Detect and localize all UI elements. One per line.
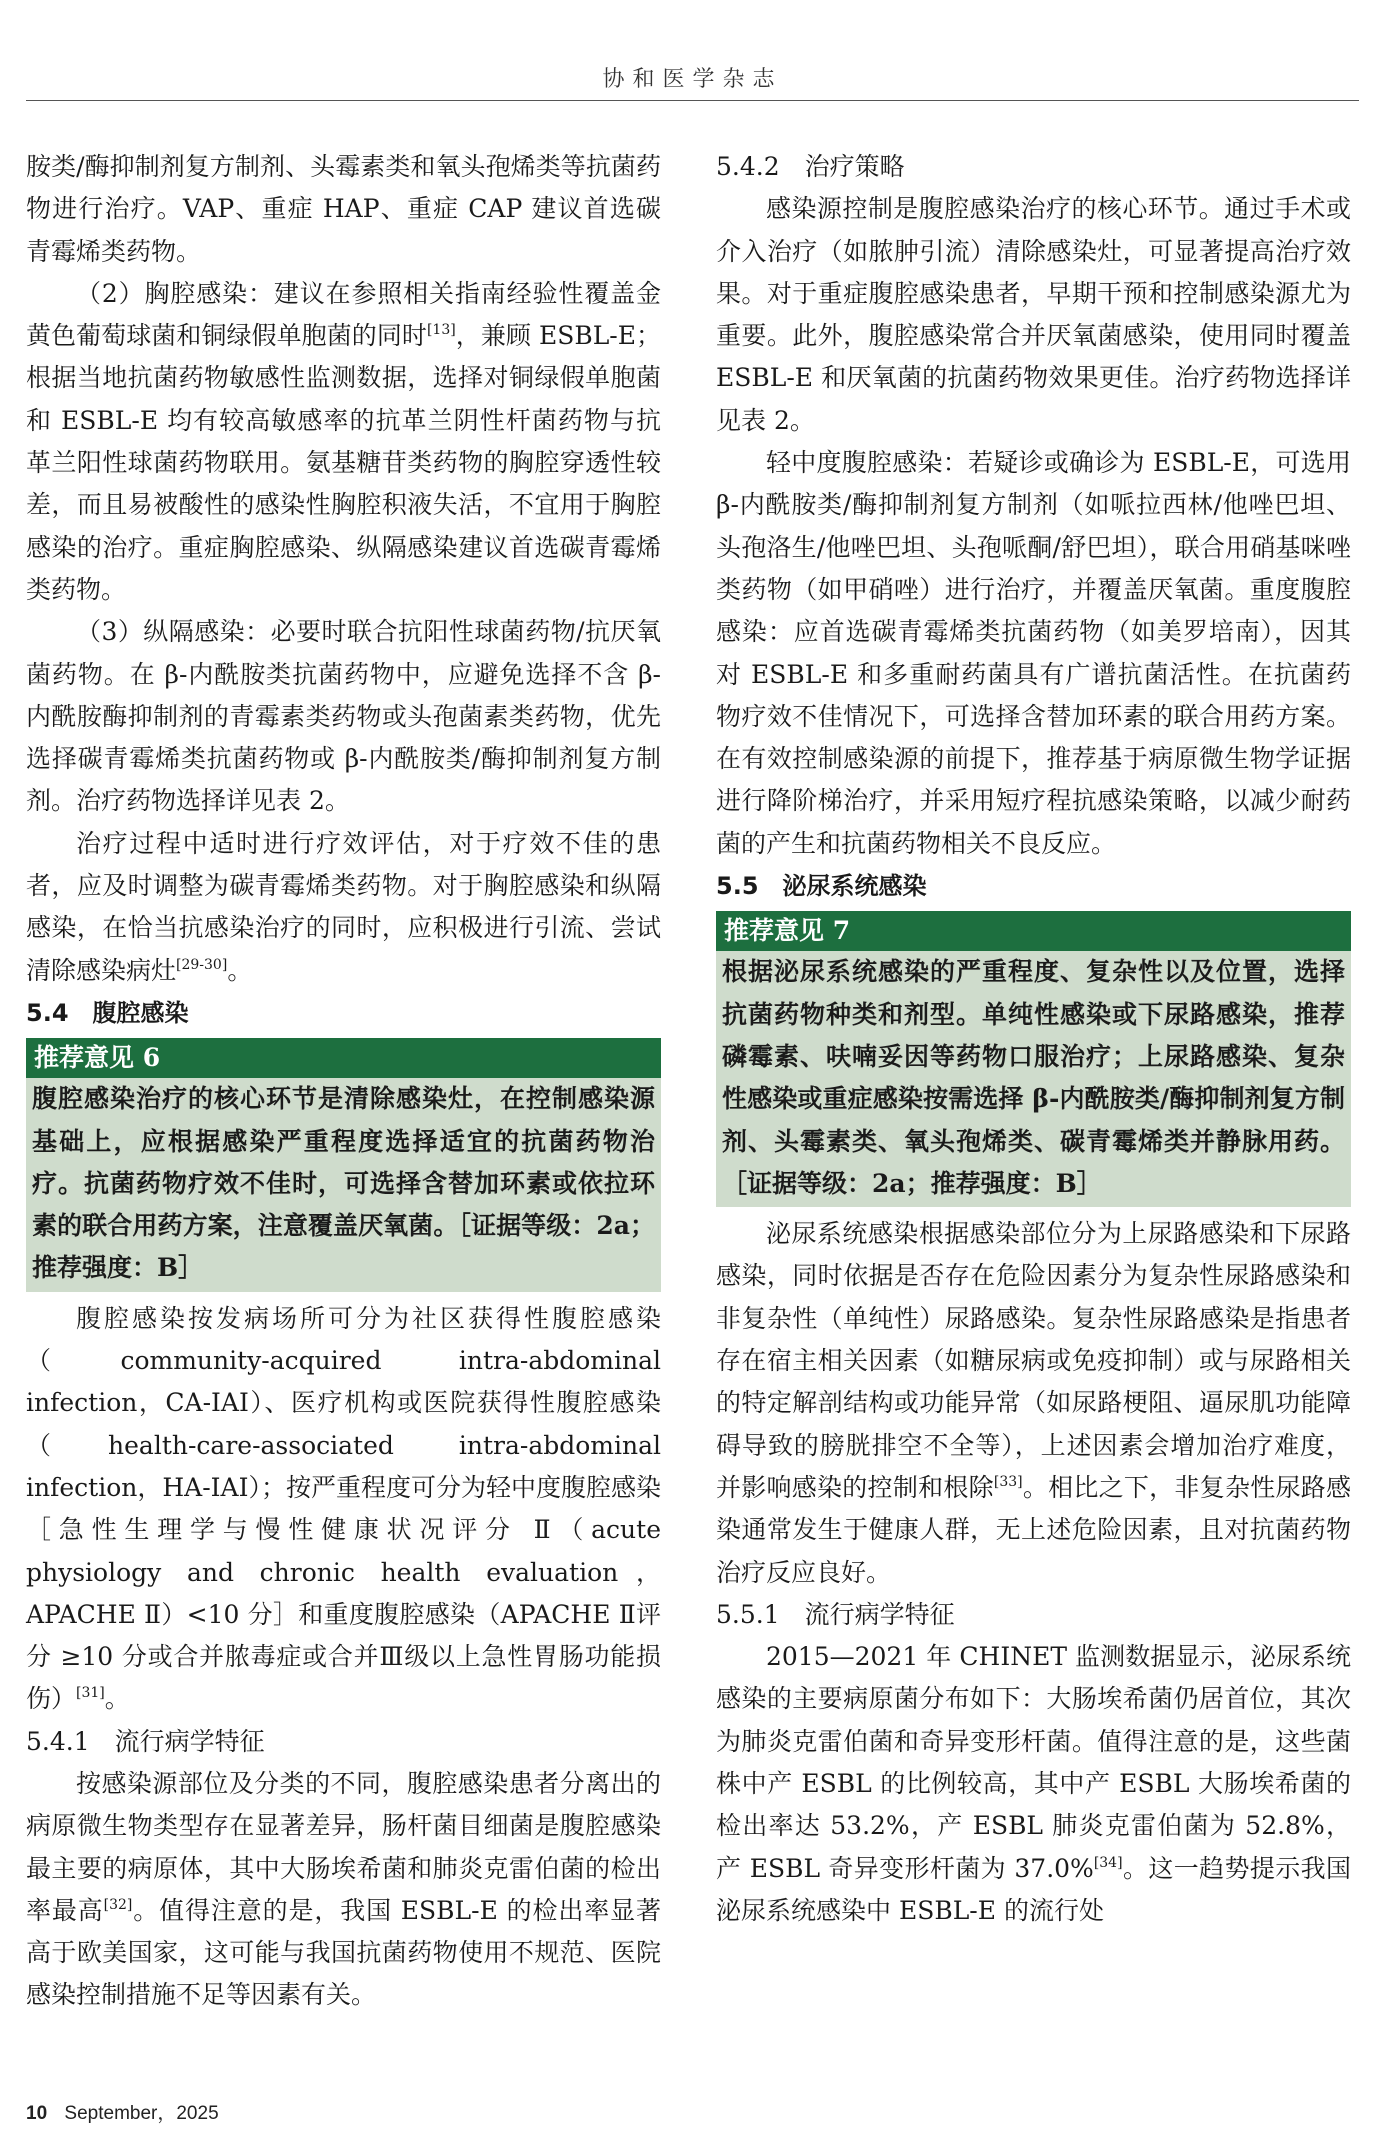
recommendation-title: 推荐意见 6 xyxy=(26,1038,661,1078)
paragraph: 轻中度腹腔感染：若疑诊或确诊为 ESBL-E，可选用 β-内酰胺类/酶抑制剂复方制剂（如哌拉西林/他唑巴坦、头孢洛生/他唑巴坦、头孢哌酮/舒巴坦），联合用硝基咪唑类药物（如甲硝唑）进行治疗，并覆盖厌氧菌。重度腹腔感染：应首选碳青霉烯类抗菌药物（如美罗培南），因其对 ESBL-E 和多重耐药菌具有广谱抗菌活性。在抗菌药物疗效不佳情况下，可选择含替加环素的联合用药方案。在有效控制感染源的前提下，推荐基于病原微生物学证据进行降阶梯治疗，并采用短疗程抗感染策略，以减少耐药菌的产生和抗菌药物相关不良反应。 xyxy=(716,448,1351,858)
paragraph: 2015—2021 年 CHINET 监测数据显示，泌尿系统感染的主要病原菌分布如下：大肠埃希菌仍居首位，其次为肺炎克雷伯菌和奇异变形杆菌。值得注意的是，这些菌株中产 ESBL 的比例较高，其中产 ESBL 大肠埃希菌的检出率达 53.2%，产 ESBL 肺炎克雷伯菌为 52.8%，产 ESBL 奇异变形杆菌为 37.0%[34]。这一趋势提示我国泌尿系统感染中 ESBL-E 的流行处 xyxy=(716,1642,1351,1925)
recommendation-body: 腹腔感染治疗的核心环节是清除感染灶，在控制感染源基础上，应根据感染严重程度选择适宜的抗菌药物治疗。抗菌药物疗效不佳时，可选择含替加环素或依拉环素的联合用药方案，注意覆盖厌氧菌。［证据等级：2a；推荐强度：B］ xyxy=(32,1084,655,1283)
recommendation-title: 推荐意见 7 xyxy=(716,911,1351,951)
paragraph: 胺类/酶抑制剂复方制剂、头霉素类和氧头孢烯类等抗菌药物进行治疗。VAP、重症 HAP、重症 CAP 建议首选碳青霉烯类药物。 xyxy=(26,152,661,266)
left-column xyxy=(26,146,661,2017)
paragraph: 治疗过程中适时进行疗效评估，对于疗效不佳的患者，应及时调整为碳青霉烯类药物。对于胸腔感染和纵隔感染，在恰当抗感染治疗的同时，应积极进行引流、尝试清除感染病灶[29-30]。 xyxy=(26,828,661,985)
recommendation-body: 根据泌尿系统感染的严重程度、复杂性以及位置，选择抗菌药物种类和剂型。单纯性感染或下尿路感染，推荐磷霉素、呋喃妥因等药物口服治疗；上尿路感染、复杂性感染或重症感染按需选择 β-内酰胺类/酶抑制剂复方制剂、头霉素类、氧头孢烯类、碳青霉烯类并静脉用药。［证据等级：2a；推荐强度：B］ xyxy=(722,957,1345,1198)
paragraph-pleural-infection: （2）胸腔感染：建议在参照相关指南经验性覆盖金黄色葡萄球菌和铜绿假单胞菌的同时[13]，兼顾 ESBL-E；根据当地抗菌药物敏感性监测数据，选择对铜绿假单胞菌和 ESBL-E 均有较高敏感率的抗革兰阴性杆菌药物与抗革兰阳性球菌药物联用。氨基糖苷类药物的胸腔穿透性较差，而且易被酸性的感染性胸腔积液失活，不宜用于胸腔感染的治疗。重症胸腔感染、纵隔感染建议首选碳青霉烯类药物。 xyxy=(26,278,661,604)
citation: [34] xyxy=(1093,1854,1123,1871)
right-column xyxy=(716,146,1351,1932)
paragraph: 泌尿系统感染根据感染部位分为上尿路感染和下尿路感染，同时依据是否存在危险因素分为复杂性尿路感染和非复杂性（单纯性）尿路感染。复杂性尿路感染是指患者存在宿主相关因素（如糖尿病或免疫抑制）或与尿路相关的特定解剖结构或功能异常（如尿路梗阻、逼尿肌功能障碍导致的膀胱排空不全等），上述因素会增加治疗难度，并影响感染的控制和根除[33]。相比之下，非复杂性尿路感染通常发生于健康人群，无上述危险因素，且对抗菌药物治疗反应良好。 xyxy=(716,1219,1351,1587)
paragraph: 腹腔感染按发病场所可分为社区获得性腹腔感染（community-acquired intra-abdominal infection，CA-IAI）、医疗机构或医院获得性腹腔感染（health-care-associated intra-abdominal infection，HA-IAI）；按严重程度可分为轻中度腹腔感染［急性生理学与慢性健康状况评分 Ⅱ（acute physiology and chronic health evaluation，APACHE Ⅱ）<10 分］和重度腹腔感染（APACHE Ⅱ评分 ≥10 分或合并脓毒症或合并Ⅲ级以上急性胃肠功能损伤）[31]。 xyxy=(26,1303,661,1714)
page-header xyxy=(26,0,1359,101)
recommendation-box-7 xyxy=(716,911,1351,1207)
citation: [29-30] xyxy=(176,956,228,973)
subsection-heading-5-4-1: 5.4.1 流行病学特征 xyxy=(26,1726,265,1756)
paragraph: 按感染源部位及分类的不同，腹腔感染患者分离出的病原微生物类型存在显著差异，肠杆菌目细菌是腹腔感染最主要的病原体，其中大肠埃希菌和肺炎克雷伯菌的检出率最高[32]。值得注意的是，我国 ESBL-E 的检出率显著高于欧美国家，这可能与我国抗菌药物使用不规范、医院感染控制措施不足等因素有关。 xyxy=(26,1768,661,2010)
citation: [31] xyxy=(76,1685,105,1702)
subsection-heading-5-5-1: 5.5.1 流行病学特征 xyxy=(716,1599,955,1629)
page-number: 10 xyxy=(26,2103,48,2124)
paragraph: 感染源控制是腹腔感染治疗的核心环节。通过手术或介入治疗（如脓肿引流）清除感染灶，可显著提高治疗效果。对于重症腹腔感染患者，早期干预和控制感染源尤为重要。此外，腹腔感染常合并厌氧菌感染，使用同时覆盖 ESBL-E 和厌氧菌的抗菌药物效果更佳。治疗药物选择详见表 2。 xyxy=(716,194,1351,435)
paragraph-mediastinal-infection: （3）纵隔感染：必要时联合抗阳性球菌药物/抗厌氧菌药物。在 β-内酰胺类抗菌药物中，应避免选择不含 β-内酰胺酶抑制剂的青霉素类药物或头孢菌素类药物，优先选择碳青霉烯类抗菌药物或 β-内酰胺类/酶抑制剂复方制剂。治疗药物选择详见表 2。 xyxy=(26,617,661,816)
citation: [13] xyxy=(426,322,456,339)
recommendation-box-6 xyxy=(26,1038,661,1291)
section-heading-5-4: 5.4 腹腔感染 xyxy=(26,998,189,1027)
citation: [33] xyxy=(993,1473,1023,1490)
section-heading-5-5: 5.5 泌尿系统感染 xyxy=(716,872,927,901)
subsection-heading-5-4-2: 5.4.2 治疗策略 xyxy=(716,152,905,181)
journal-title: 协和医学杂志 xyxy=(602,67,783,92)
citation: [32] xyxy=(103,1896,133,1913)
issue-date: September，2025 xyxy=(64,2103,219,2124)
page-footer xyxy=(26,2098,219,2125)
